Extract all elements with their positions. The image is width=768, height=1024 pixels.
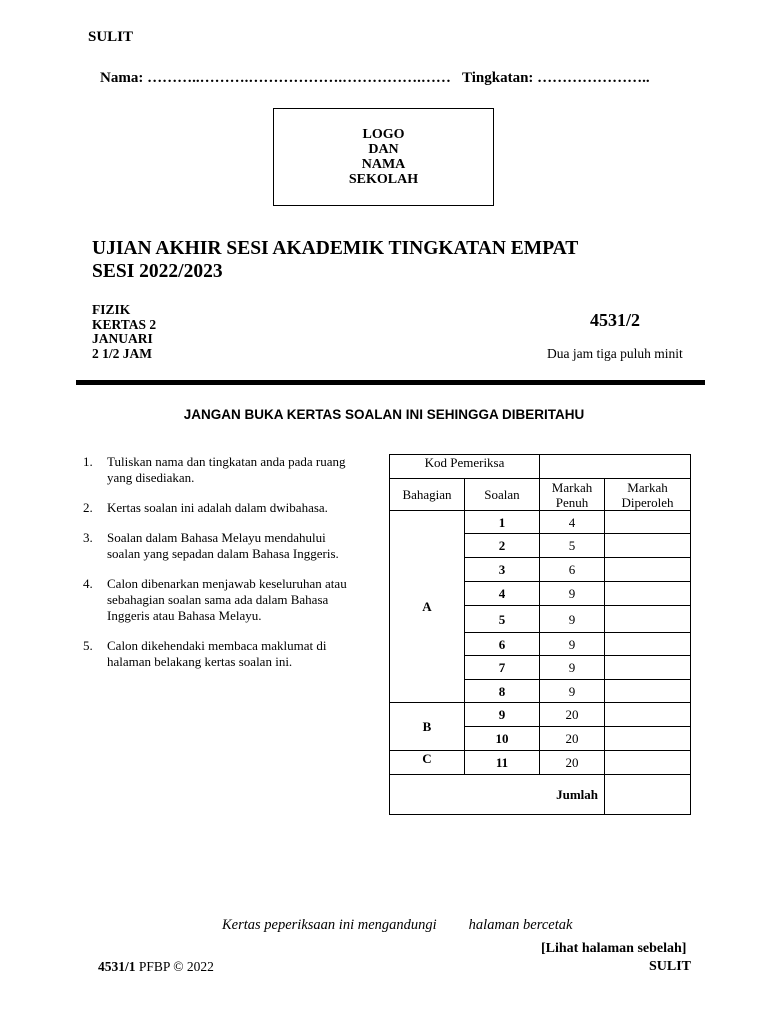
table-row [390,455,691,479]
question-number: 3 [465,558,540,582]
question-number: 9 [465,703,540,727]
exam-duration: 2 1/2 JAM [92,345,152,361]
page-count-note [222,917,572,934]
question-number: 4 [465,582,540,606]
logo-line: LOGO [362,127,405,142]
instruction-text: Kertas soalan ini adalah dalam dwibahasa. [107,500,328,515]
question-number: 7 [465,656,540,680]
marks-obtained-cell[interactable] [605,656,691,680]
marks-obtained-cell[interactable] [605,558,691,582]
question-number: 8 [465,680,540,703]
marks-obtained-cell[interactable] [605,534,691,558]
table-row [390,511,691,534]
section-a: A [390,511,465,703]
marks-obtained-cell[interactable] [605,606,691,633]
sulit-header: SULIT [88,29,134,45]
full-marks: 9 [540,633,605,656]
question-number: 6 [465,633,540,656]
full-marks: 9 [540,606,605,633]
full-marks: 20 [540,727,605,751]
next-page-note: [Lihat halaman sebelah] [541,941,687,956]
instruction-item [83,576,358,624]
school-logo-box [273,108,494,206]
marks-obtained-cell[interactable] [605,703,691,727]
question-number: 11 [465,751,540,775]
sulit-footer: SULIT [649,959,692,974]
paper-code: 4531/2 [590,310,641,330]
section-c: C [390,751,465,775]
question-number: 2 [465,534,540,558]
form-field-label: Tingkatan: ………………….. [462,70,650,86]
footer-code [98,959,214,975]
exam-title-line1: UJIAN AKHIR SESI AKADEMIK TINGKATAN EMPAT [92,238,579,259]
instruction-number: 4. [83,576,93,591]
logo-line: SEKOLAH [348,172,419,187]
table-total-row [390,775,691,815]
footer-code-number: 4531/1 [98,959,136,974]
question-number: 1 [465,511,540,534]
question-number: 5 [465,606,540,633]
kod-pemeriksa-field[interactable] [540,455,691,479]
header-soalan: Soalan [465,479,540,511]
full-marks: 20 [540,751,605,775]
instruction-text: Calon dibenarkan menjawab keseluruhan atau sebahagian soalan sama ada dalam Bahasa Inggeris atau Bahasa Melayu. [107,576,347,623]
full-marks: 9 [540,582,605,606]
header-markah-diperoleh: Markah Diperoleh [605,479,691,511]
question-number: 10 [465,727,540,751]
instruction-item [83,500,358,516]
header-markah-penuh: Markah Penuh [540,479,605,511]
instruction-number: 5. [83,638,93,653]
marks-table [389,454,691,815]
table-header-row [390,479,691,511]
logo-line: DAN [368,142,399,157]
marks-obtained-cell[interactable] [605,680,691,703]
full-marks: 4 [540,511,605,534]
full-marks: 9 [540,656,605,680]
full-marks: 9 [540,680,605,703]
marks-obtained-cell[interactable] [605,751,691,775]
page-count-text: Kertas peperiksaan ini mengandungi [222,917,437,933]
marks-obtained-cell[interactable] [605,633,691,656]
table-row [390,751,691,775]
table-row [390,703,691,727]
page-count-text-end: halaman bercetak [468,917,573,933]
subject: FIZIK [92,302,131,317]
kod-pemeriksa-label: Kod Pemeriksa [390,455,540,479]
exam-month: JANUARI [92,331,153,346]
instruction-item [83,454,358,486]
instruction-text: Calon dikehendaki membaca maklumat di halaman belakang kertas soalan ini. [107,638,327,669]
marks-obtained-cell[interactable] [605,727,691,751]
full-marks: 6 [540,558,605,582]
exam-title-line2: SESI 2022/2023 [92,261,223,282]
instruction-number: 1. [83,454,93,469]
exam-title [92,237,578,283]
jumlah-label: Jumlah [390,775,605,815]
header-bahagian: Bahagian [390,479,465,511]
jumlah-field[interactable] [605,775,691,815]
full-marks: 20 [540,703,605,727]
instruction-number: 2. [83,500,93,515]
instruction-item [83,530,358,562]
subject-block [92,303,156,361]
instruction-text: Tuliskan nama dan tingkatan anda pada ruang yang disediakan. [107,454,346,485]
name-field-label: Nama: ………..……….……………….…………….…… [100,70,451,86]
logo-line: NAMA [361,157,406,172]
instruction-text: Soalan dalam Bahasa Melayu mendahului soalan yang sepadan dalam Bahasa Inggeris. [107,530,339,561]
instruction-number: 3. [83,530,93,545]
section-b: B [390,703,465,751]
full-marks: 5 [540,534,605,558]
warning-text: JANGAN BUKA KERTAS SOALAN INI SEHINGGA DIBERITAHU [183,407,585,422]
instruction-item [83,638,358,670]
footer-code-rest: PFBP © 2022 [135,959,214,974]
instructions-list [83,454,358,684]
marks-obtained-cell[interactable] [605,582,691,606]
divider-rule [76,380,705,385]
paper-number: KERTAS 2 [92,316,157,332]
marks-obtained-cell[interactable] [605,511,691,534]
duration-words: Dua jam tiga puluh minit [547,346,683,361]
